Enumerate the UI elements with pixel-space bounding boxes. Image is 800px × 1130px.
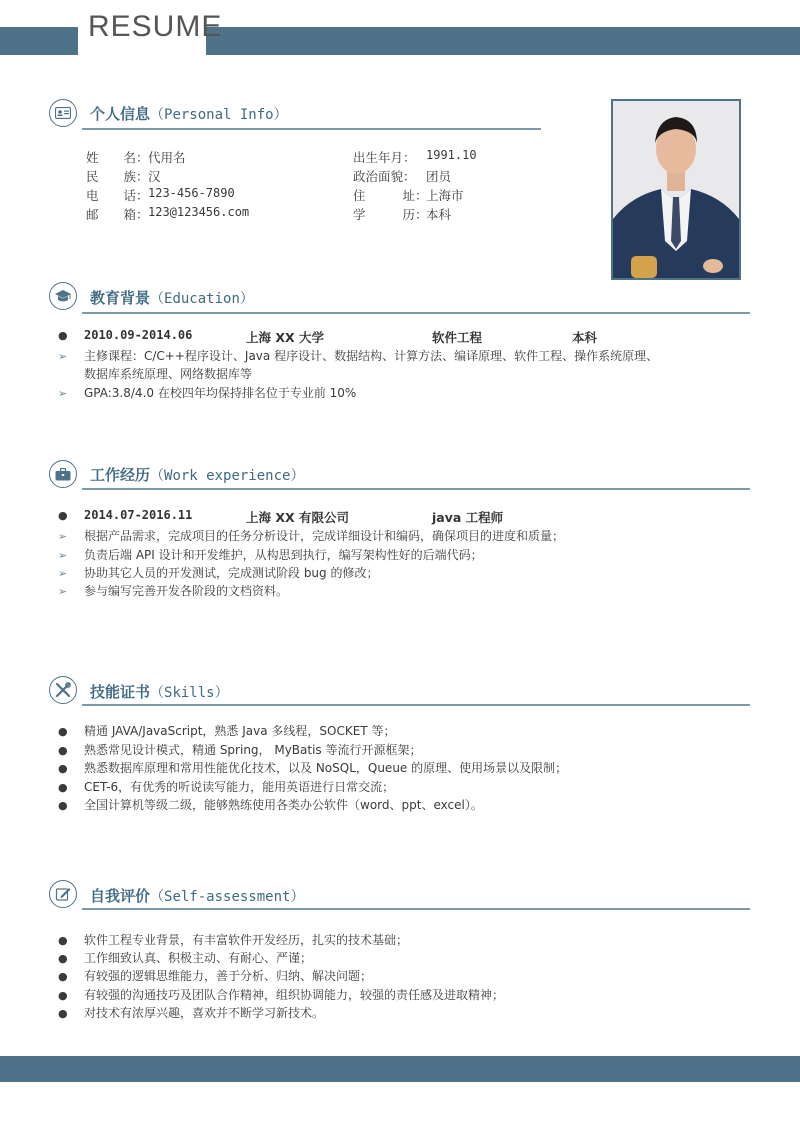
header-band-left [0,27,78,55]
self-item: ● 对技术有浓厚兴趣，喜欢并不断学习新技术。 [58,1006,325,1020]
section-title-education: 教育背景（Education） [90,289,254,307]
self-item: ● 有较强的沟通技巧及团队合作精神，组织协调能力，较强的责任感及进取精神； [58,988,505,1002]
info-value-ethnicity: 汉 [148,169,161,184]
bullet-icon: ● [58,952,68,965]
education-period: 2010.09-2014.06 [84,328,193,342]
tools-icon [49,676,77,704]
info-label-address: 住 址： [353,188,428,203]
info-value-degree: 本科 [426,207,452,222]
arrow-icon: ➢ [58,530,68,543]
info-label-phone: 电 话： [86,188,149,203]
info-value-birth: 1991.10 [426,148,477,162]
briefcase-icon [49,460,77,488]
bullet-icon: ● [58,934,68,947]
skill-item: ● 全国计算机等级二级，能够熟练使用各类办公软件（word、ppt、excel）。 [58,798,483,812]
graduation-cap-icon [49,282,77,310]
arrow-icon: ➢ [58,567,68,580]
footer-band [0,1056,800,1082]
info-label-degree: 学 历： [353,207,428,222]
bullet-icon: ● [58,781,68,794]
bullet-icon: ● [58,725,68,738]
bullet-icon: ● [58,989,68,1002]
info-label-name: 姓 名： [86,150,149,165]
section-divider [82,908,750,910]
work-period: 2014.07-2016.11 [84,508,193,522]
work-entry [58,509,84,522]
id-card-icon [49,99,77,127]
skill-item: ● 精通 JAVA/JavaScript，熟悉 Java 多线程，SOCKET 等； [58,724,396,738]
education-degree: 本科 [572,330,598,345]
section-title-self: 自我评价（Self-assessment） [90,887,305,905]
work-detail: ➢ 根据产品需求，完成项目的任务分析设计，完成详细设计和编码，确保项目的进度和质量； [58,529,565,543]
resume-title: RESUME [88,10,223,43]
section-divider [82,312,750,314]
pencil-icon [49,880,77,908]
section-title-work: 工作经历（Work experience） [90,466,305,484]
section-divider [82,704,750,706]
section-divider [82,488,750,490]
self-item: ● 工作细致认真、积极主动、有耐心、严谨； [58,951,313,965]
bullet-icon: ● [58,970,68,983]
education-detail: ➢ GPA:3.8/4.0 在校四年均保持排名位于专业前 10% [58,386,357,400]
section-title-personal: 个人信息（Personal Info） [90,105,288,123]
education-entry [58,329,84,342]
info-value-address: 上海市 [426,188,464,203]
work-company: 上海 XX 有限公司 [246,510,349,525]
education-detail: ➢ 主修课程：C/C++程序设计、Java 程序设计、数据结构、计算方法、编译原理、软件工程、操作系统原理、 [58,349,659,363]
work-detail: ➢ 负责后端 API 设计和开发维护，从构思到执行，编写架构性好的后端代码； [58,548,483,562]
info-label-birth: 出生年月： [353,150,416,165]
info-value-political: 团员 [426,169,452,184]
info-value-name: 代用名 [148,150,186,165]
arrow-icon: ➢ [58,549,68,562]
arrow-icon: ➢ [58,387,68,400]
info-label-email: 邮 箱： [86,207,149,222]
profile-photo [611,99,741,280]
bullet-icon: ● [58,799,68,812]
section-title-skills: 技能证书（Skills） [90,683,229,701]
work-detail: ➢ 参与编写完善开发各阶段的文档资料。 [58,584,289,598]
education-major: 软件工程 [432,330,483,345]
work-role: java 工程师 [432,510,504,525]
info-label-ethnicity: 民 族： [86,169,149,184]
header-band-right [206,27,800,55]
skill-item: ● 熟悉常见设计模式，精通 Spring， MyBatis 等流行开源框架； [58,743,422,757]
bullet-icon: ● [58,1007,68,1020]
info-label-political: 政治面貌： [353,169,416,184]
arrow-icon: ➢ [58,350,68,363]
bullet-icon: ● [58,762,68,775]
skill-item: ● CET-6，有优秀的听说读写能力，能用英语进行日常交流； [58,780,395,794]
bullet-icon: ● [58,329,68,342]
self-item: ● 有较强的逻辑思维能力，善于分析、归纳、解决问题； [58,969,373,983]
education-school: 上海 XX 大学 [246,330,324,345]
education-detail-continued: 数据库系统原理、网络数据库等 [84,367,253,381]
self-item: ● 软件工程专业背景，有丰富软件开发经历，扎实的技术基础； [58,933,409,947]
info-value-email: 123@123456.com [148,205,250,219]
section-divider [82,128,541,130]
skill-item: ● 熟悉数据库原理和常用性能优化技术，以及 NoSQL，Queue 的原理、使用场景以及限制； [58,761,568,775]
work-detail: ➢ 协助其它人员的开发测试，完成测试阶段 bug 的修改； [58,566,379,580]
bullet-icon: ● [58,744,68,757]
info-value-phone: 123-456-7890 [148,186,235,200]
arrow-icon: ➢ [58,585,68,598]
bullet-icon: ● [58,509,68,522]
